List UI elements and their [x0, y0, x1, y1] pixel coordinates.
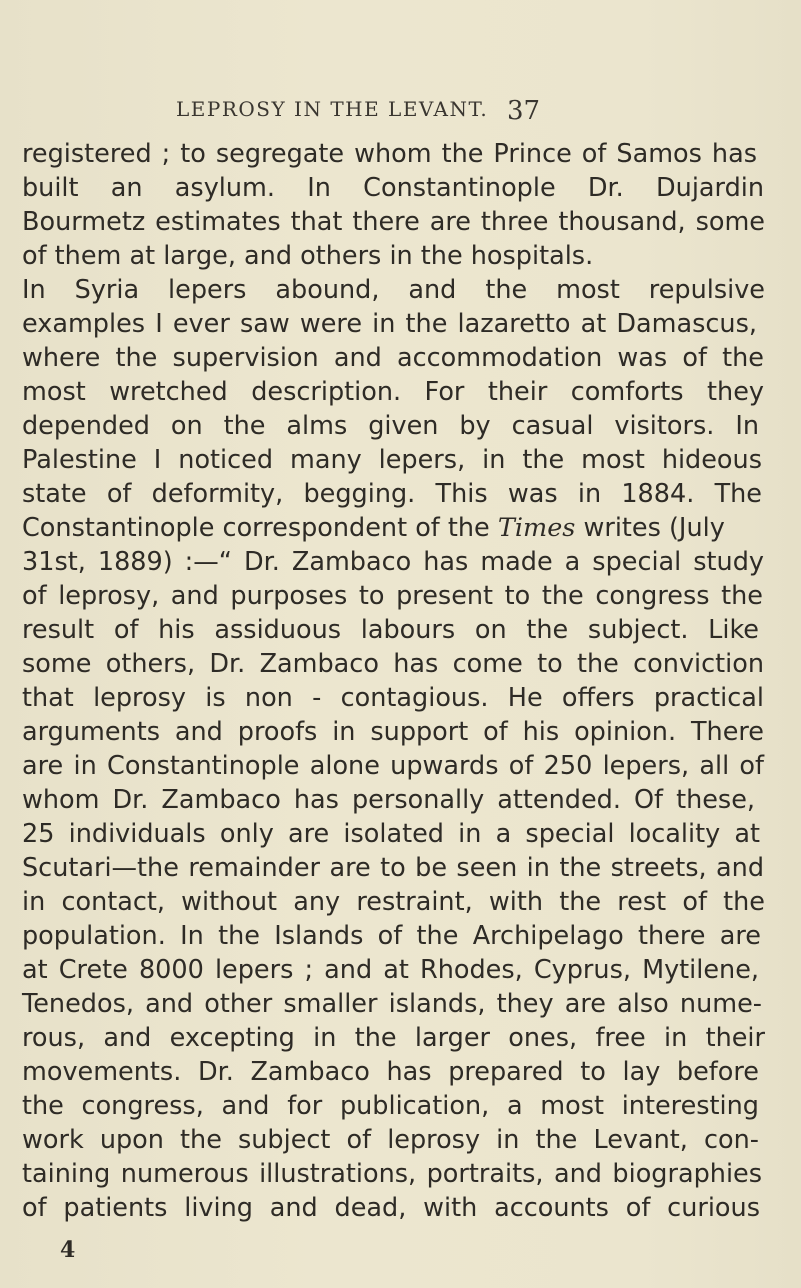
text-line: Palestine I noticed many lepers, in the most hideous	[22, 445, 762, 475]
text-line: Scutari—the remainder are to be seen in the streets, and	[22, 853, 764, 883]
text-line: taining numerous illustrations, portraits, and biographies	[22, 1159, 762, 1189]
text-line: in contact, without any restraint, with the rest of the	[22, 887, 765, 917]
text-line: movements. Dr. Zambaco has prepared to lay before	[22, 1057, 759, 1087]
text-line: of leprosy, and purposes to present to the congress the	[22, 581, 763, 611]
text-line: are in Constantinople alone upwards of 250 lepers, all of	[22, 751, 764, 781]
text-line: Tenedos, and other smaller islands, they are also nume-	[22, 989, 762, 1019]
text-line: at Crete 8000 lepers ; and at Rhodes, Cyprus, Mytilene,	[22, 955, 759, 985]
text-line: 31st, 1889) :—“ Dr. Zambaco has made a special study	[22, 547, 764, 577]
signature-mark: 4	[60, 1237, 76, 1263]
text-line: rous, and excepting in the larger ones, free in their	[22, 1023, 765, 1053]
text-line: of them at large, and others in the hospitals.	[22, 241, 594, 271]
text-line: Bourmetz estimates that there are three thousand, some	[22, 207, 765, 237]
text-line	[22, 511, 766, 545]
text-line: most wretched description. For their comforts they	[22, 377, 764, 407]
text-line: state of deformity, begging. This was in 1884. The	[22, 479, 762, 509]
text-line: the congress, and for publication, a most interesting	[22, 1091, 759, 1121]
running-header	[0, 94, 801, 124]
text-line: arguments and proofs in support of his opinion. There	[22, 717, 764, 747]
text-line: population. In the Islands of the Archipelago there are	[22, 921, 761, 951]
text-line: that leprosy is non - contagious. He offers practical	[22, 683, 764, 713]
text-line: where the supervision and accommodation was of the	[22, 343, 764, 373]
text-line: registered ; to segregate whom the Prince of Samos has	[22, 139, 757, 169]
text-line: some others, Dr. Zambaco has come to the conviction	[22, 649, 764, 679]
text-line: of patients living and dead, with accounts of curious	[22, 1193, 760, 1223]
text-line: whom Dr. Zambaco has personally attended. Of these,	[22, 785, 755, 815]
text-line: result of his assiduous labours on the subject. Like	[22, 615, 759, 645]
text-line: depended on the alms given by casual visitors. In	[22, 411, 759, 441]
text-line: work upon the subject of leprosy in the Levant, con-	[22, 1125, 759, 1155]
running-title: LEPROSY IN THE LEVANT.	[176, 97, 489, 121]
page-number: 37	[507, 96, 541, 126]
text-line: 25 individuals only are isolated in a special locality at	[22, 819, 760, 849]
line-text: Constantinople correspondent of the	[22, 513, 490, 543]
newspaper-title: Times	[497, 513, 576, 543]
text-line: examples I ever saw were in the lazaretto at Damascus,	[22, 309, 757, 339]
text-line: built an asylum. In Constantinople Dr. Dujardin	[22, 173, 764, 203]
line-text: writes (July	[583, 513, 725, 543]
text-line: In Syria lepers abound, and the most repulsive	[22, 275, 765, 305]
